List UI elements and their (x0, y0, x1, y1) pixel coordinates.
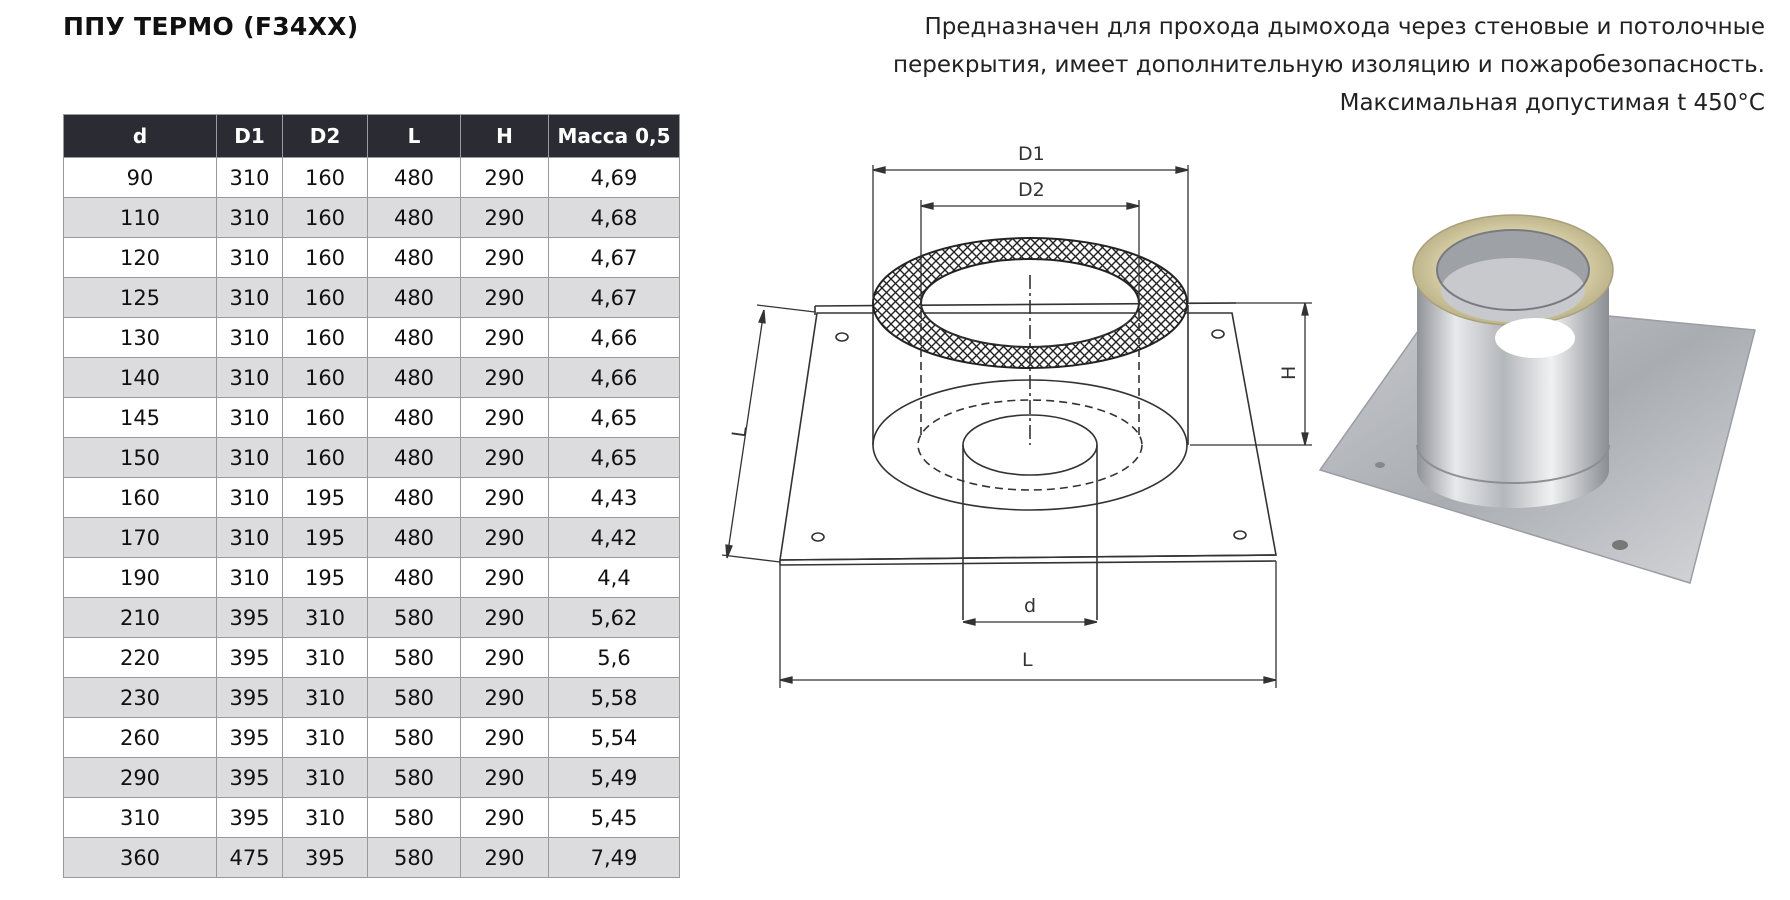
cell-d2: 310 (283, 718, 368, 758)
cell-l: 480 (368, 478, 461, 518)
description-line-2: перекрытия, имеет дополнительную изоляцию и пожаробезопасность. (893, 52, 1765, 78)
cell-d: 120 (64, 238, 217, 278)
cell-d1: 310 (217, 398, 283, 438)
cell-d1: 310 (217, 478, 283, 518)
cell-d1: 310 (217, 198, 283, 238)
cell-mass: 5,58 (549, 678, 680, 718)
cell-d2: 160 (283, 318, 368, 358)
cell-d1: 310 (217, 318, 283, 358)
cell-d: 90 (64, 158, 217, 198)
cell-h: 290 (461, 438, 549, 478)
cell-mass: 5,54 (549, 718, 680, 758)
cell-l: 580 (368, 718, 461, 758)
cell-d2: 310 (283, 798, 368, 838)
cell-mass: 4,42 (549, 518, 680, 558)
table-row (64, 398, 680, 438)
cell-h: 290 (461, 238, 549, 278)
cell-l: 480 (368, 558, 461, 598)
cell-d1: 395 (217, 718, 283, 758)
spec-table (63, 114, 680, 878)
label-h: H (1278, 365, 1300, 380)
table-row (64, 478, 680, 518)
cell-l: 580 (368, 638, 461, 678)
cell-d1: 310 (217, 358, 283, 398)
label-l-side: L (728, 425, 752, 439)
cell-mass: 5,62 (549, 598, 680, 638)
cell-h: 290 (461, 278, 549, 318)
cell-d2: 160 (283, 358, 368, 398)
cell-d2: 195 (283, 518, 368, 558)
chimney-pass-through-photo (1315, 200, 1775, 640)
cell-h: 290 (461, 398, 549, 438)
cell-mass: 5,45 (549, 798, 680, 838)
cell-d1: 395 (217, 598, 283, 638)
table-row (64, 838, 680, 878)
cell-d1: 395 (217, 638, 283, 678)
cell-l: 580 (368, 758, 461, 798)
table-body (64, 158, 680, 878)
cell-d2: 160 (283, 278, 368, 318)
cell-mass: 4,69 (549, 158, 680, 198)
table-row (64, 718, 680, 758)
cell-d1: 310 (217, 518, 283, 558)
cell-d1: 395 (217, 758, 283, 798)
description-line-3: Максимальная допустимая t 450°C (1339, 90, 1765, 116)
cell-d1: 310 (217, 438, 283, 478)
table-row (64, 318, 680, 358)
cell-d1: 395 (217, 678, 283, 718)
cell-mass: 4,65 (549, 398, 680, 438)
cell-d: 145 (64, 398, 217, 438)
cell-d2: 195 (283, 478, 368, 518)
cell-h: 290 (461, 198, 549, 238)
cell-d2: 160 (283, 158, 368, 198)
table-row (64, 278, 680, 318)
page-title: ППУ ТЕРМО (F34XX) (63, 12, 359, 41)
cell-d2: 310 (283, 758, 368, 798)
cell-h: 290 (461, 318, 549, 358)
table-row (64, 518, 680, 558)
cell-h: 290 (461, 638, 549, 678)
cell-mass: 4,66 (549, 318, 680, 358)
cell-l: 480 (368, 398, 461, 438)
cell-l: 480 (368, 518, 461, 558)
cell-l: 580 (368, 798, 461, 838)
header-mass: Масса 0,5 (549, 115, 680, 158)
cell-d: 125 (64, 278, 217, 318)
cell-d: 190 (64, 558, 217, 598)
cell-h: 290 (461, 558, 549, 598)
label-l-bottom: L (1022, 649, 1033, 671)
cell-d: 260 (64, 718, 217, 758)
table-row (64, 238, 680, 278)
cell-d: 160 (64, 478, 217, 518)
table-row (64, 438, 680, 478)
cell-d1: 310 (217, 278, 283, 318)
cell-l: 580 (368, 678, 461, 718)
cell-l: 480 (368, 318, 461, 358)
cell-d1: 310 (217, 158, 283, 198)
cell-l: 480 (368, 198, 461, 238)
table-row (64, 638, 680, 678)
cell-d: 110 (64, 198, 217, 238)
cell-d2: 310 (283, 678, 368, 718)
cell-d1: 310 (217, 238, 283, 278)
cell-mass: 5,6 (549, 638, 680, 678)
table-row (64, 158, 680, 198)
cell-l: 480 (368, 238, 461, 278)
cell-h: 290 (461, 518, 549, 558)
cell-d: 230 (64, 678, 217, 718)
cell-d: 140 (64, 358, 217, 398)
table-row (64, 198, 680, 238)
cell-d2: 160 (283, 438, 368, 478)
cell-mass: 4,65 (549, 438, 680, 478)
cell-l: 480 (368, 358, 461, 398)
cell-d2: 395 (283, 838, 368, 878)
cell-l: 580 (368, 838, 461, 878)
label-d2: D2 (1018, 179, 1045, 201)
header-l: L (368, 115, 461, 158)
cell-mass: 4,67 (549, 238, 680, 278)
cell-h: 290 (461, 478, 549, 518)
cell-l: 480 (368, 278, 461, 318)
table-row (64, 798, 680, 838)
cell-mass: 4,43 (549, 478, 680, 518)
header-d: d (64, 115, 217, 158)
cell-h: 290 (461, 598, 549, 638)
table-row (64, 358, 680, 398)
table-row (64, 598, 680, 638)
cell-d1: 475 (217, 838, 283, 878)
description-line-1: Предназначен для прохода дымохода через стеновые и потолочные (924, 14, 1765, 40)
cell-h: 290 (461, 838, 549, 878)
cell-mass: 4,66 (549, 358, 680, 398)
label-d1: D1 (1018, 143, 1045, 165)
table-row (64, 678, 680, 718)
cell-d: 220 (64, 638, 217, 678)
header-d2: D2 (283, 115, 368, 158)
cell-d1: 395 (217, 798, 283, 838)
cell-mass: 4,67 (549, 278, 680, 318)
cell-h: 290 (461, 718, 549, 758)
cell-d2: 310 (283, 598, 368, 638)
label-d: d (1024, 595, 1037, 617)
cell-d: 290 (64, 758, 217, 798)
cell-d: 150 (64, 438, 217, 478)
cell-d: 360 (64, 838, 217, 878)
cell-l: 480 (368, 438, 461, 478)
cell-d: 210 (64, 598, 217, 638)
header-d1: D1 (217, 115, 283, 158)
cell-h: 290 (461, 798, 549, 838)
cell-h: 290 (461, 158, 549, 198)
cell-l: 580 (368, 598, 461, 638)
cell-d2: 160 (283, 238, 368, 278)
cell-d2: 160 (283, 198, 368, 238)
cell-d1: 310 (217, 558, 283, 598)
cell-h: 290 (461, 758, 549, 798)
description (665, 8, 1765, 122)
cell-d: 130 (64, 318, 217, 358)
cell-d: 310 (64, 798, 217, 838)
table-header-row (64, 115, 680, 158)
table-row (64, 758, 680, 798)
chimney-pass-through-diagram (715, 130, 1315, 671)
cell-d2: 195 (283, 558, 368, 598)
cell-mass: 4,68 (549, 198, 680, 238)
cell-d2: 310 (283, 638, 368, 678)
cell-l: 480 (368, 158, 461, 198)
cell-d2: 160 (283, 398, 368, 438)
cell-mass: 5,49 (549, 758, 680, 798)
header-h: H (461, 115, 549, 158)
cell-mass: 4,4 (549, 558, 680, 598)
cell-h: 290 (461, 358, 549, 398)
cell-d: 170 (64, 518, 217, 558)
table-row (64, 558, 680, 598)
cell-mass: 7,49 (549, 838, 680, 878)
cell-h: 290 (461, 678, 549, 718)
